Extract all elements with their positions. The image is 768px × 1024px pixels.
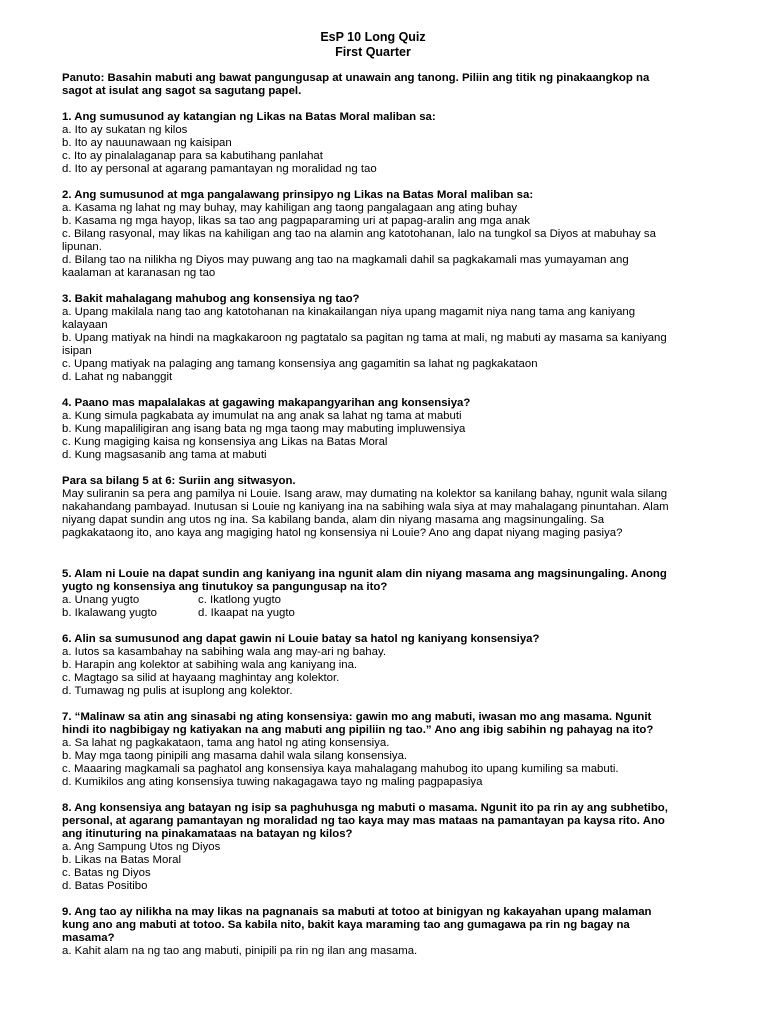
option-d: d. Kumikilos ang ating konsensiya tuwing nakagagawa tayo ng maling pagpapasiya bbox=[62, 776, 483, 788]
option-b: b. May mga taong pinipili ang masama dahil wala silang konsensiya. bbox=[62, 750, 408, 762]
option-b: b. Ikalawang yugto bbox=[62, 607, 157, 619]
question-stem: 9. Ang tao ay nilikha na may likas na pagnanais sa mabuti at totoo at binigyan ng kakayahan upang malaman kung ano ang mabuti at totoo. Sa kabila nito, bakit kaya maraming tao ang gumagawa pa rin ng bagay na masama? bbox=[62, 906, 652, 944]
question-stem: 7. “Malinaw sa atin ang sinasabi ng ating konsensiya: gawin mo ang mabuti, iwasan mo ang masama. Ngunit hindi ito nagbibigay ng katiyakan na ang mabuti ang pipiliin ng tao.” Ano ang ibig sabihin ng pahayag na ito? bbox=[62, 711, 654, 736]
question-stem: 8. Ang konsensiya ang batayan ng isip sa paghuhusga ng mabuti o masama. Ngunit ito pa rin ay ang subhetibo, personal, at agarang pamantayan ng moralidad ng tao kaya may mas mataas na pamantayan pa kaysa rito. Ano ang itinuturing na pinakamataas na batayan ng kilos? bbox=[62, 802, 668, 840]
option-d: d. Lahat ng nabanggit bbox=[62, 371, 173, 383]
instructions: Panuto: Basahin mabuti ang bawat pangungusap at unawain ang tanong. Piliin ang titik ng pinakaangkop na sagot at isulat ang sagot sa sagutang papel. bbox=[62, 72, 650, 97]
question-4 bbox=[62, 397, 676, 462]
option-c: c. Bilang rasyonal, may likas na kahiligan ang tao na alamin ang katotohanan, lalo na tungkol sa Diyos at mabuhay sa lipunan. bbox=[62, 228, 656, 253]
question-stem: 4. Paano mas mapalalakas at gagawing makapangyarihan ang konsensiya? bbox=[62, 397, 471, 409]
question-stem: 6. Alin sa sumusunod ang dapat gawin ni Louie batay sa hatol ng kaniyang konsensiya? bbox=[62, 633, 540, 645]
option-d: d. Kung magsasanib ang tama at mabuti bbox=[62, 449, 267, 461]
option-d: d. Tumawag ng pulis at isuplong ang kolektor. bbox=[62, 685, 293, 697]
question-8 bbox=[62, 802, 676, 893]
option-b: b. Likas na Batas Moral bbox=[62, 854, 182, 866]
option-a: a. Upang makilala nang tao ang katotohanan na kinakailangan niya upang magamit niya nang tama ang kaniyang kalayaan bbox=[62, 306, 636, 331]
situation-heading: Para sa bilang 5 at 6: Suriin ang sitwasyon. bbox=[62, 475, 296, 487]
option-b: b. Harapin ang kolektor at sabihing wala ang kaniyang ina. bbox=[62, 659, 358, 671]
option-c: c. Maaaring magkamali sa paghatol ang konsensiya kaya mahalagang mahubog ito upang kumiling sa mabuti. bbox=[62, 763, 619, 775]
option-a: a. Ito ay sukatan ng kilos bbox=[62, 124, 188, 136]
option-a: a. Sa lahat ng pagkakataon, tama ang hatol ng ating konsensiya. bbox=[62, 737, 390, 749]
option-a: a. Kahit alam na ng tao ang mabuti, pinipili pa rin ng ilan ang masama. bbox=[62, 945, 418, 957]
question-7 bbox=[62, 711, 676, 789]
question-6 bbox=[62, 633, 676, 698]
question-stem: 5. Alam ni Louie na dapat sundin ang kaniyang ina ngunit alam din niyang masama ang magsinungaling. Anong yugto ng konsensiya ang tinutukoy sa pangungusap na ito? bbox=[62, 568, 667, 593]
option-d: d. Bilang tao na nilikha ng Diyos may puwang ang tao na magkamali dahil sa pagkakamali mas yumayaman ang kaalaman at karanasan ng tao bbox=[62, 254, 629, 279]
question-9 bbox=[62, 906, 676, 958]
option-a: a. Ang Sampung Utos ng Diyos bbox=[62, 841, 221, 853]
option-b: b. Kung mapaliligiran ang isang bata ng mga taong may mabuting impluwensiya bbox=[62, 423, 466, 435]
option-c: c. Ito ay pinalalaganap para sa kabutihang panlahat bbox=[62, 150, 323, 162]
option-a: a. Unang yugto bbox=[62, 594, 140, 606]
question-5 bbox=[62, 568, 676, 620]
question-1 bbox=[62, 111, 676, 176]
situation-text: May suliranin sa pera ang pamilya ni Louie. Isang araw, may dumating na kolektor sa kanilang bahay, ngunit wala silang nakahandang pambayad. Inutusan si Louie ng kaniyang ina na sabihing wala siya at may mahalagang pinuntahan. Alam niyang dapat sundin ang utos ng ina. Sa kabilang banda, alam din niyang masama ang magsinungaling. Sa pagkakataong ito, ano kaya ang magiging hatol ng konsensiya ni Louie? Ano ang dapat niyang maging pasiya? bbox=[62, 488, 669, 539]
option-b: b. Ito ay nauunawaan ng kaisipan bbox=[62, 137, 232, 149]
option-a: a. Kasama ng lahat ng may buhay, may kahiligan ang taong pangalagaan ang ating buhay bbox=[62, 202, 518, 214]
option-a: a. Iutos sa kasambahay na sabihing wala ang may-ari ng bahay. bbox=[62, 646, 386, 658]
question-3 bbox=[62, 293, 676, 384]
option-b: b. Kasama ng mga hayop, likas sa tao ang pagpaparaming uri at papag-aralin ang mga anak bbox=[62, 215, 530, 227]
option-a: a. Kung simula pagkabata ay imumulat na ang anak sa lahat ng tama at mabuti bbox=[62, 410, 462, 422]
option-c: c. Ikatlong yugto bbox=[198, 594, 281, 606]
page-subtitle: First Quarter bbox=[335, 44, 411, 59]
question-2 bbox=[62, 189, 676, 280]
question-stem: 3. Bakit mahalagang mahubog ang konsensiya ng tao? bbox=[62, 293, 360, 305]
option-c: c. Batas ng Diyos bbox=[62, 867, 151, 879]
option-c: c. Magtago sa silid at hayaang maghintay ang kolektor. bbox=[62, 672, 340, 684]
option-d: d. Ito ay personal at agarang pamantayan ng moralidad ng tao bbox=[62, 163, 377, 175]
page-title: EsP 10 Long Quiz bbox=[320, 30, 426, 44]
option-d: d. Batas Positibo bbox=[62, 880, 148, 892]
option-c: c. Kung magiging kaisa ng konsensiya ang Likas na Batas Moral bbox=[62, 436, 388, 448]
option-d: d. Ikaapat na yugto bbox=[198, 607, 295, 619]
option-b: b. Upang matiyak na hindi na magkakaroon ng pagtatalo sa pagitan ng tama at mali, ng mabuti ay masama sa kaniyang isipan bbox=[62, 332, 667, 357]
question-stem: 2. Ang sumusunod at mga pangalawang prinsipyo ng Likas na Batas Moral maliban sa: bbox=[62, 189, 534, 201]
option-c: c. Upang matiyak na palaging ang tamang konsensiya ang gagamitin sa lahat ng pagkakataon bbox=[62, 358, 538, 370]
situation-block bbox=[62, 475, 676, 540]
question-stem: 1. Ang sumusunod ay katangian ng Likas na Batas Moral maliban sa: bbox=[62, 111, 436, 123]
option-grid bbox=[62, 594, 676, 620]
